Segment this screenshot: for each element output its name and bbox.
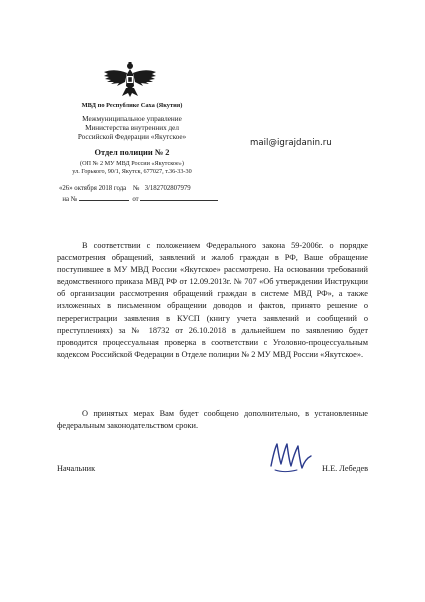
outgoing-reference (59, 185, 191, 193)
body-paragraph: В соответствии с положением Федерального закона 59-2006г. о порядке рассмотрения обращений, заявлений и жалоб граждан в РФ, Ваше обращение поступившее в МУ МВД России «Якутское» рассмотрено. На основании требований ведомственного приказа МВД РФ от 12.09.2013г. № 707 «Об утверждении Инструкции об организации рассмотрения обращений граждан в системе МВД РФ», а также изложенных в письменном обращении доводов и фактов, принято решение о перерегистрации заявления в КУСП (книгу учета заявлений и сообщений о преступлениях) за № 18732 от 26.10.2018 в дальнейшем по заявлению будет проводится процессуальная проверка в соответствии с Уголовно-процессуальным кодексом Российской Федерации в Отделе полиции № 2 МУ МВД России «Якутское». (57, 241, 368, 359)
signatory-name: Н.Е. Лебедев (322, 464, 369, 473)
recipient-email: mail@igrajdanin.ru (250, 138, 332, 148)
number-label: № (132, 185, 140, 192)
unit-details (57, 160, 207, 176)
from-label: от (132, 196, 139, 203)
in-reply-number-line (79, 193, 129, 201)
unit-address: ул. Горького, 90/1, Якутск, 677027, т.36-33-30 (72, 168, 192, 175)
in-reply-label: на № (62, 196, 78, 203)
police-unit-title: Отдел полиции № 2 (94, 148, 170, 157)
body-paragraph: О принятых мерах Вам будет сообщено дополнительно, в установленные федеральным законодательством сроки. (57, 409, 368, 431)
ministry-name: МВД по Республике Саха (Якутия) (81, 102, 183, 109)
department-line: Министерства внутренних дел (85, 124, 179, 132)
from-date-line (140, 193, 218, 201)
unit-abbreviation: (ОП № 2 МУ МВД России «Якутское») (80, 160, 184, 167)
mvd-emblem-icon (102, 60, 158, 98)
incoming-reference (59, 193, 218, 204)
letter-date: «26» октября 2018 года (59, 185, 127, 192)
handwritten-signature (267, 436, 317, 476)
letter-number: 3/182702807979 (144, 185, 191, 192)
signatory-title: Начальник (57, 464, 96, 473)
department-block (57, 115, 207, 142)
department-line: Российской Федерации «Якутское» (77, 133, 187, 141)
department-line: Межмуниципальное управление (82, 115, 182, 123)
